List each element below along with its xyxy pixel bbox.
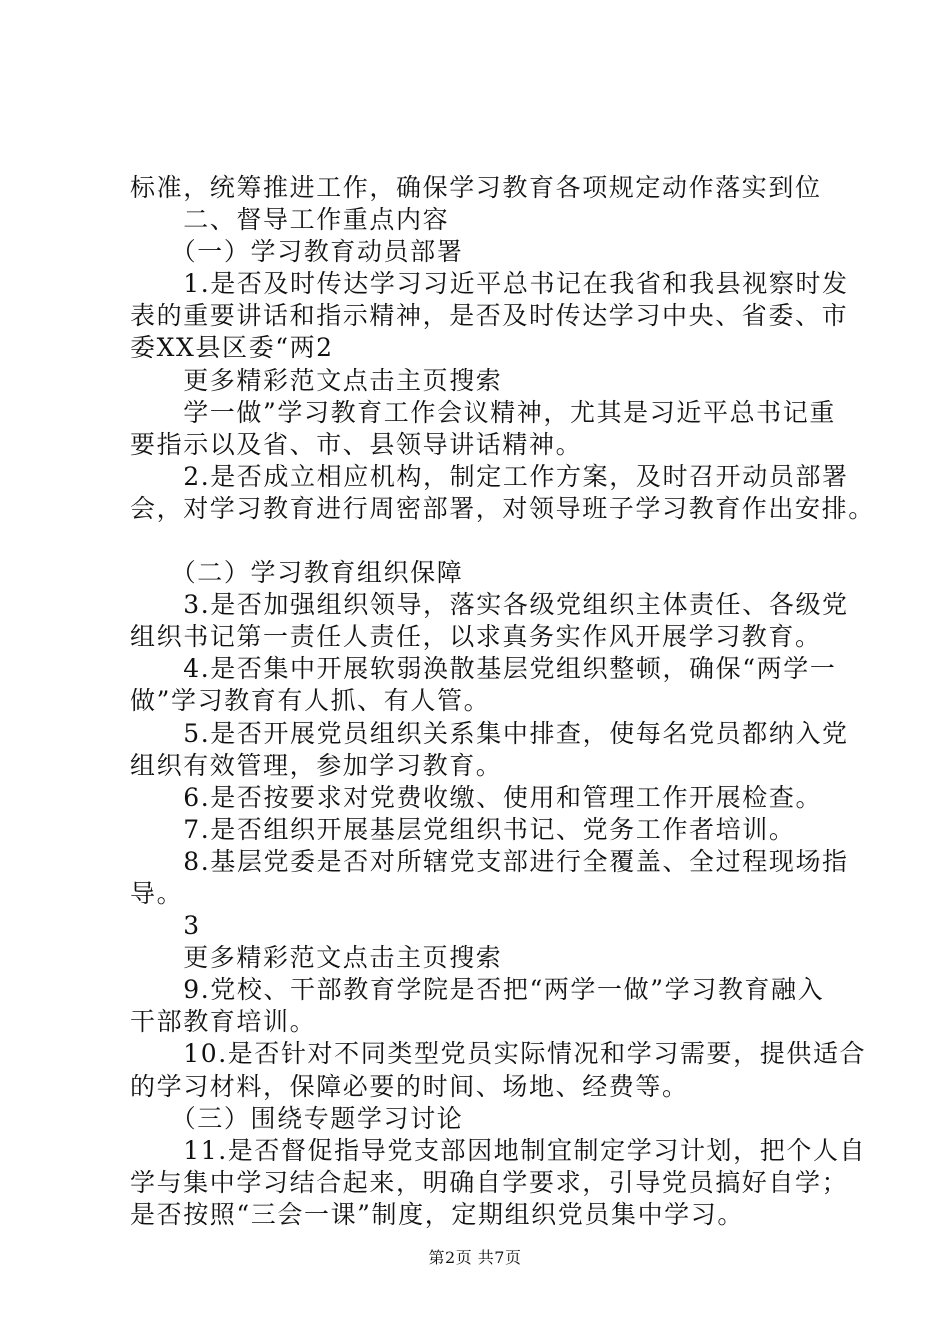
text-line: （三）围绕专题学习讨论	[130, 1103, 464, 1133]
text-line: 导。	[130, 878, 184, 908]
text-line: 标准，统筹推进工作，确保学习教育各项规定动作落实到位	[130, 173, 822, 202]
document-body	[130, 172, 875, 1231]
text-line: 干部教育培训。	[130, 1007, 317, 1037]
text-line: 9.党校、干部教育学院是否把“两学一做”学习教育融入	[130, 975, 825, 1005]
text-line: 1.是否及时传达学习习近平总书记在我省和我县视察时发	[130, 269, 849, 299]
text-line: 委XX县区委“两2	[130, 333, 334, 363]
text-line: 组织有效管理，参加学习教育。	[130, 750, 503, 780]
text-line: 10.是否针对不同类型党员实际情况和学习需要，提供适合	[130, 1039, 867, 1069]
text-line: （一）学习教育动员部署	[130, 237, 464, 267]
text-line: 的学习材料，保障必要的时间、场地、经费等。	[130, 1071, 689, 1101]
text-line: （二）学习教育组织保障	[130, 558, 464, 588]
text-line: 更多精彩范文点击主页搜索	[130, 943, 503, 973]
text-line: 7.是否组织开展基层党组织书记、党务工作者培训。	[130, 814, 796, 844]
text-line: 2.是否成立相应机构，制定工作方案，及时召开动员部署	[130, 461, 849, 491]
text-line: 组织书记第一责任人责任，以求真务实作风开展学习教育。	[130, 622, 822, 652]
blank-line	[130, 525, 840, 557]
text-line: 8.基层党委是否对所辖党支部进行全覆盖、全过程现场指	[130, 846, 849, 876]
text-line: 4.是否集中开展软弱涣散基层党组织整顿，确保“两学一	[130, 654, 837, 684]
text-line: 5.是否开展党员组织关系集中排查，使每名党员都纳入党	[130, 718, 849, 748]
text-line: 学与集中学习结合起来，明确自学要求，引导党员搞好自学；	[130, 1167, 849, 1197]
text-line: 会，对学习教育进行周密部署，对领导班子学习教育作出安排。	[130, 493, 875, 523]
text-line: 6.是否按要求对党费收缴、使用和管理工作开展检查。	[130, 782, 823, 812]
text-line: 表的重要讲话和指示精神，是否及时传达学习中央、省委、市	[130, 301, 849, 331]
text-line: 学一做”学习教育工作会议精神，尤其是习近平总书记重	[130, 397, 836, 427]
text-line: 3.是否加强组织领导，落实各级党组织主体责任、各级党	[130, 590, 849, 620]
text-line: 11.是否督促指导党支部因地制宜制定学习计划，把个人自	[130, 1135, 867, 1165]
text-line: 3	[130, 911, 201, 941]
text-line: 要指示以及省、市、县领导讲话精神。	[130, 429, 583, 459]
text-line: 做”学习教育有人抓、有人管。	[130, 686, 491, 716]
text-line: 更多精彩范文点击主页搜索	[130, 365, 503, 395]
text-line: 是否按照“三会一课”制度，定期组织党员集中学习。	[130, 1199, 744, 1229]
text-line: 二、督导工作重点内容	[130, 205, 450, 235]
page-footer: 第2页 共7页	[428, 1248, 522, 1267]
